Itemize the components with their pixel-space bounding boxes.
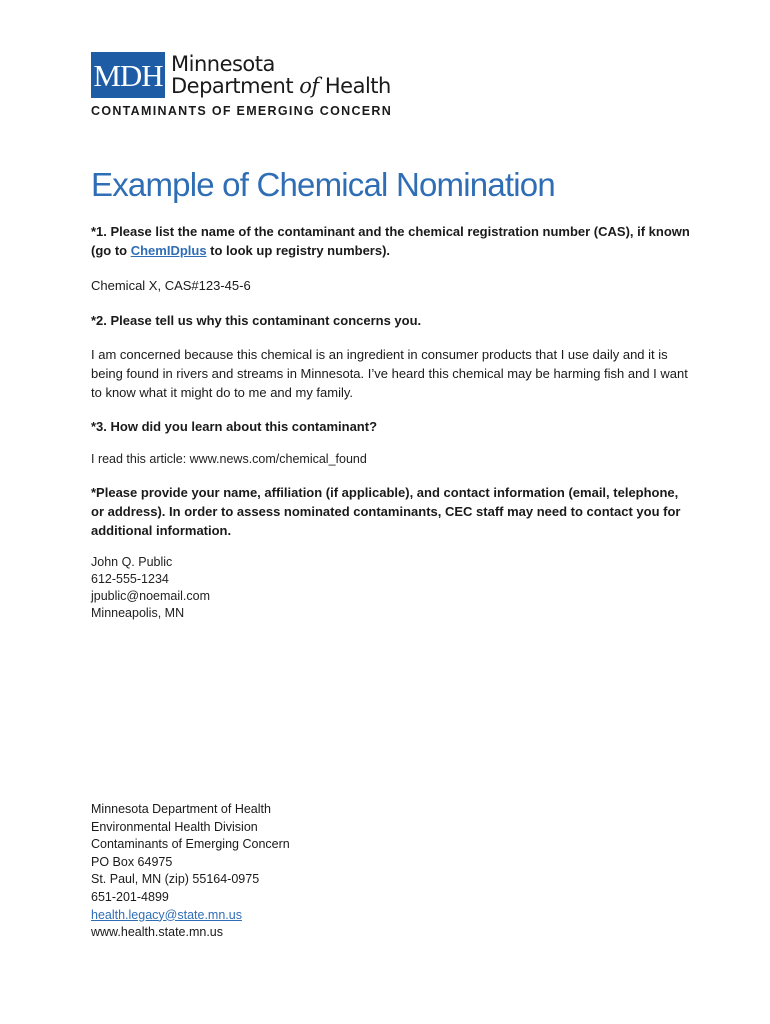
- footer-address: [91, 801, 290, 942]
- answer-3: I read this article: www.news.com/chemical_found: [91, 452, 367, 466]
- contact-info: [91, 554, 691, 622]
- chemidplus-link[interactable]: ChemIDplus: [130, 243, 207, 258]
- question-3: *3. How did you learn about this contaminant?: [91, 419, 378, 434]
- answer-2: I am concerned because this chemical is an ingredient in consumer products that I use daily and it is being found in rivers and streams in Minnesota. I’ve heard this chemical may be harming fish and I want to know what it might do to me and my family.: [91, 347, 688, 400]
- page-title: Example of Chemical Nomination: [91, 166, 555, 203]
- program-label: CONTAMINANTS OF EMERGING CONCERN: [91, 104, 393, 118]
- question-4: *Please provide your name, affiliation (if applicable), and contact information (email, telephone, or address). In order to assess nominated contaminants, CEC staff may need to contact you for additional information.: [91, 485, 681, 538]
- contact-name: John Q. Public: [91, 555, 173, 569]
- question-1-text-end: to look up registry numbers).: [206, 243, 391, 258]
- footer-line: PO Box 64975: [91, 854, 173, 869]
- question-1: [91, 222, 691, 260]
- footer-line: Environmental Health Division: [91, 819, 258, 834]
- question-1-text: *1. Please list the name of the contaminant and the chemical registration number (CAS), if known (go to: [91, 224, 690, 258]
- footer-line: Contaminants of Emerging Concern: [91, 837, 290, 852]
- footer-email-link[interactable]: health.legacy@state.mn.us: [91, 907, 242, 922]
- question-2: *2. Please tell us why this contaminant concerns you.: [91, 313, 422, 328]
- mdh-logo: [91, 52, 391, 98]
- contact-phone: 612-555-1234: [91, 572, 169, 586]
- footer-line: St. Paul, MN (zip) 55164-0975: [91, 872, 260, 887]
- logo-health-word: Health: [318, 74, 391, 98]
- logo-line-department: [171, 75, 391, 97]
- mdh-logo-mark: MDH: [91, 52, 165, 98]
- contact-city: Minneapolis, MN: [91, 606, 185, 620]
- logo-department-word: Department: [171, 74, 300, 98]
- contact-email: jpublic@noemail.com: [91, 589, 210, 603]
- answer-1: Chemical X, CAS#123-45-6: [91, 278, 251, 293]
- mdh-logo-wordmark: [171, 53, 391, 97]
- footer-line: 651-201-4899: [91, 889, 169, 904]
- logo-line-minnesota: Minnesota: [171, 52, 275, 76]
- footer-line: Minnesota Department of Health: [91, 802, 271, 816]
- footer-website: www.health.state.mn.us: [91, 925, 224, 940]
- logo-of-word: of: [299, 74, 319, 98]
